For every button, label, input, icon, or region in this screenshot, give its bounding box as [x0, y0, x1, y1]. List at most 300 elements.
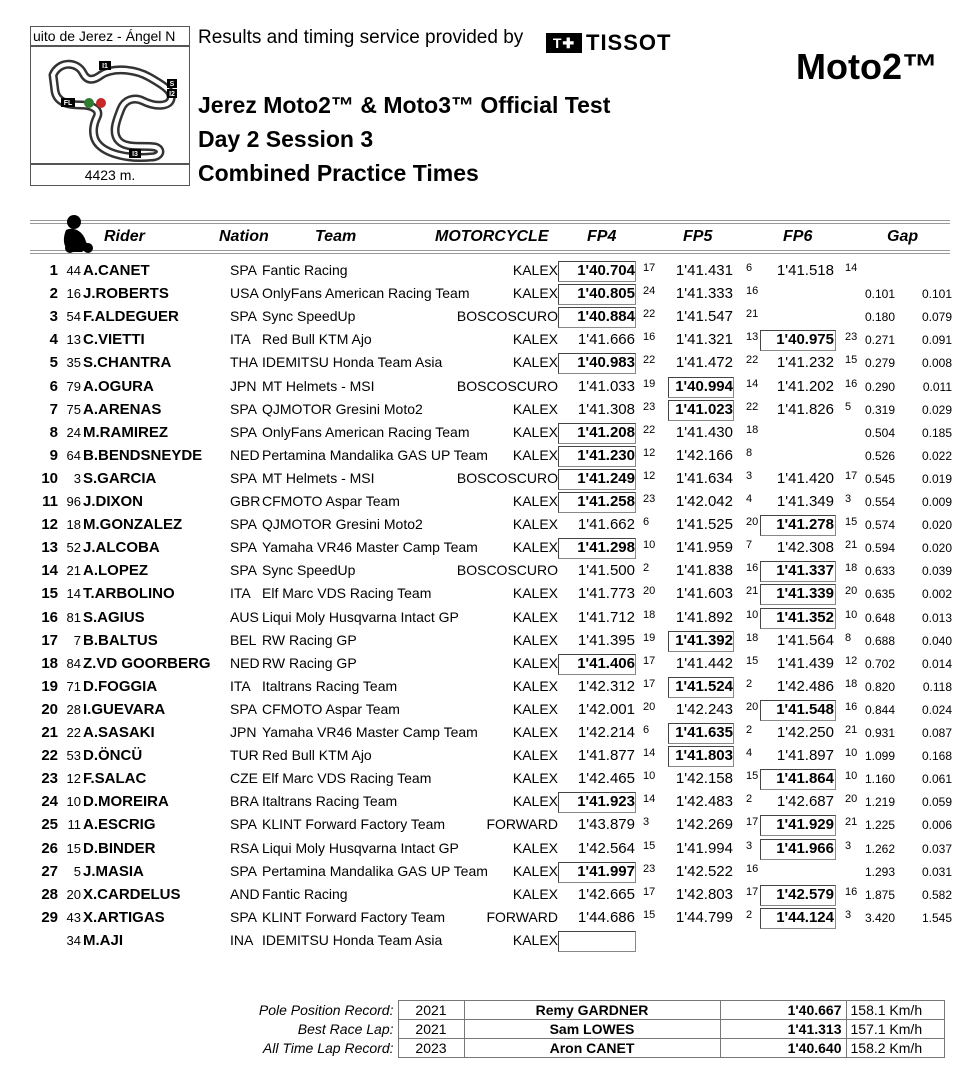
team-name: OnlyFans American Racing Team — [262, 285, 470, 302]
position: 25 — [41, 816, 58, 834]
fp5-time: 1'42.042 — [675, 493, 733, 510]
motorcycle: KALEX — [512, 770, 558, 787]
team-name: CFMOTO Aspar Team — [262, 493, 400, 509]
fp5-lap: 2 — [746, 724, 753, 736]
fp5-time: 1'41.838 — [675, 562, 733, 580]
fp6-time: 1'41.826 — [776, 400, 834, 418]
fp5-time: 1'41.959 — [675, 539, 733, 557]
rider-name: A.ARENAS — [83, 400, 162, 418]
fp6-lap: 5 — [845, 400, 852, 413]
fp6-lap: 10 — [845, 747, 858, 760]
team-name: QJMOTOR Gresini Moto2 — [262, 400, 423, 417]
fp6-lap: 20 — [845, 585, 858, 598]
table-row — [0, 352, 978, 375]
swiss-cross-icon: T✚ — [546, 33, 582, 53]
fp4-time: 1'41.997 — [577, 862, 635, 880]
motorcycle: KALEX — [512, 400, 558, 417]
fp6-time: 1'41.337 — [776, 562, 834, 580]
fp4-lap: 17 — [643, 885, 656, 898]
motorcycle: KALEX — [512, 446, 558, 463]
nation: BEL — [230, 631, 257, 648]
session-title: Day 2 Session 3 — [198, 126, 374, 152]
header-rule-top2 — [30, 223, 950, 224]
fp5-lap: 17 — [746, 816, 759, 829]
fp5-time: 1'41.547 — [675, 308, 733, 326]
team-name: Yamaha VR46 Master Camp Team — [262, 539, 478, 556]
position: 24 — [41, 793, 58, 811]
motorcycle: KALEX — [512, 354, 558, 371]
team-name: Liqui Moly Husqvarna Intact GP — [262, 608, 459, 625]
motorcycle: KALEX — [512, 654, 558, 671]
fp5-lap: 18 — [746, 631, 759, 644]
fp5-lap: 15 — [746, 770, 759, 783]
fp6-time: 1'42.579 — [776, 885, 834, 903]
motorcycle: KALEX — [512, 793, 558, 810]
nation: TUR — [230, 747, 259, 764]
fp6-lap: 14 — [845, 262, 858, 274]
motorcycle: KALEX — [512, 585, 558, 602]
rider-number: 79 — [66, 378, 81, 394]
gap-first: 0.633 — [864, 564, 895, 579]
table-row — [0, 838, 978, 861]
nation: SPA — [230, 308, 257, 325]
fp5-lap: 13 — [746, 331, 759, 344]
motorcycle: BOSCOSCURO — [456, 377, 558, 394]
rider-number: 44 — [66, 263, 81, 278]
rider-name: B.BENDSNEYDE — [83, 446, 203, 464]
fp5-lap: 22 — [746, 400, 759, 413]
fp4-time: 1'41.877 — [577, 747, 635, 765]
map-label-i1: I1 — [102, 63, 108, 70]
nation: AUS — [230, 608, 259, 625]
gap-first: 1.099 — [864, 749, 895, 764]
motorcycle: KALEX — [512, 423, 558, 440]
gap-previous: 0.040 — [921, 633, 952, 648]
rider-name: S.CHANTRA — [83, 354, 172, 372]
table-row — [0, 514, 978, 537]
record-rider: Aron CANET — [464, 1039, 720, 1058]
fp4-lap: 16 — [643, 331, 656, 344]
start-light-red — [96, 98, 106, 108]
position: 7 — [49, 400, 58, 418]
rider-number: 22 — [66, 725, 81, 740]
rider-number: 15 — [66, 840, 81, 856]
rider-number: 21 — [66, 563, 81, 579]
rider-number: 35 — [66, 355, 81, 371]
fp6-time: 1'42.308 — [776, 539, 834, 557]
table-row — [0, 907, 978, 930]
fp4-time: 1'43.879 — [577, 816, 635, 834]
fp4-lap: 12 — [643, 446, 656, 459]
rider-name: C.VIETTI — [83, 331, 145, 349]
gap-first: 0.574 — [864, 518, 895, 533]
fp4-lap: 22 — [643, 308, 656, 321]
fp4-time: 1'41.230 — [577, 446, 635, 464]
gap-first: 1.293 — [864, 864, 895, 879]
fp4-lap: 20 — [643, 585, 656, 598]
fp5-lap: 3 — [746, 469, 753, 482]
fp6-lap: 10 — [845, 770, 858, 783]
gap-first: 0.688 — [864, 633, 895, 648]
nation: BRA — [230, 793, 259, 810]
fp5-time: 1'42.269 — [675, 816, 733, 834]
position: 16 — [41, 608, 58, 626]
fp4-lap: 24 — [643, 285, 656, 298]
table-row — [0, 745, 978, 768]
fp4-lap: 17 — [643, 677, 656, 690]
table-row — [0, 537, 978, 560]
gap-first: 0.702 — [864, 656, 895, 671]
record-row — [250, 1039, 944, 1058]
fp4-lap: 15 — [643, 908, 656, 921]
fp4-time: 1'41.395 — [577, 631, 635, 649]
team-name: IDEMITSU Honda Team Asia — [262, 931, 443, 948]
fp4-lap: 2 — [643, 562, 650, 575]
motorcycle: BOSCOSCURO — [456, 469, 558, 486]
fp4-time: 1'41.298 — [577, 539, 635, 557]
record-year: 2021 — [398, 1020, 464, 1039]
fp6-time: 1'41.897 — [776, 747, 834, 765]
track-map-icon — [31, 47, 189, 163]
nation: SPA — [230, 400, 257, 417]
fp5-time: 1'42.243 — [675, 700, 733, 718]
fp5-time: 1'41.321 — [675, 331, 733, 349]
motorcycle: KALEX — [512, 285, 558, 302]
fp5-lap: 21 — [746, 585, 759, 598]
rider-number: 84 — [66, 655, 81, 671]
col-gap: Gap — [887, 228, 919, 245]
record-label: Best Race Lap: — [297, 1021, 394, 1037]
fp4-lap: 12 — [643, 469, 656, 482]
fp5-lap: 6 — [746, 262, 753, 274]
fp5-lap: 14 — [746, 377, 759, 390]
gap-previous: 0.029 — [921, 402, 952, 417]
fp5-lap: 4 — [746, 493, 753, 505]
rider-number: 18 — [66, 517, 81, 533]
team-name: RW Racing GP — [262, 631, 357, 648]
fp6-lap: 15 — [845, 516, 858, 529]
fp5-time: 1'41.333 — [675, 285, 733, 303]
gap-previous: 1.545 — [921, 910, 952, 925]
rider-number: 28 — [66, 701, 81, 717]
gap-first: 0.526 — [864, 448, 895, 463]
position: 14 — [41, 562, 58, 580]
record-time: 1'40.667 — [720, 1001, 846, 1020]
rider-name: M.RAMIREZ — [83, 423, 168, 441]
col-team: Team — [315, 228, 357, 245]
gap-previous: 0.002 — [921, 587, 952, 602]
fp6-lap: 21 — [845, 724, 858, 736]
rider-name: Z.VD GOORBERG — [83, 654, 211, 672]
position: 13 — [41, 539, 58, 557]
class-label: Moto2™ — [796, 46, 938, 87]
nation: JPN — [230, 377, 257, 394]
team-name: CFMOTO Aspar Team — [262, 700, 400, 717]
best-time-box — [558, 931, 636, 952]
fp5-time: 1'40.994 — [675, 377, 733, 395]
rider-name: A.ESCRIG — [83, 816, 156, 834]
fp6-time: 1'41.966 — [776, 839, 834, 857]
position: 8 — [49, 423, 58, 441]
fp5-time: 1'42.803 — [675, 885, 733, 903]
rider-name: A.SASAKI — [83, 724, 155, 741]
team-name: Elf Marc VDS Racing Team — [262, 770, 432, 787]
nation: ITA — [230, 677, 251, 694]
team-name: Pertamina Mandalika GAS UP Team — [262, 862, 488, 879]
position: 19 — [41, 677, 58, 695]
fp4-time: 1'41.712 — [577, 608, 635, 626]
rider-number: 43 — [66, 909, 81, 925]
fp5-time: 1'41.603 — [675, 585, 733, 603]
col-motorcycle: MOTORCYCLE — [435, 228, 549, 245]
track-map — [30, 46, 190, 164]
position: 29 — [41, 908, 58, 926]
fp6-lap: 3 — [845, 839, 852, 852]
fp5-lap: 22 — [746, 354, 759, 367]
fp4-time: 1'42.665 — [577, 885, 635, 903]
fp5-time: 1'41.472 — [675, 354, 733, 372]
team-name: KLINT Forward Factory Team — [262, 816, 446, 833]
table-row — [0, 329, 978, 352]
rider-number: 14 — [66, 586, 81, 602]
fp6-time: 1'41.352 — [776, 608, 834, 626]
record-label: Pole Position Record: — [258, 1002, 394, 1018]
gap-first: 0.844 — [864, 702, 895, 717]
fp5-lap: 2 — [746, 677, 753, 690]
fp6-lap: 3 — [845, 493, 852, 505]
gap-first: 0.635 — [864, 587, 895, 602]
record-year: 2023 — [398, 1039, 464, 1058]
fp5-time: 1'41.634 — [675, 469, 733, 487]
fp5-time: 1'41.525 — [675, 516, 733, 534]
table-row — [0, 260, 978, 283]
table-row — [0, 884, 978, 907]
fp5-lap: 21 — [746, 308, 759, 321]
position: 6 — [49, 377, 58, 395]
col-fp5: FP5 — [683, 228, 713, 245]
team-name: Sync SpeedUp — [262, 562, 356, 579]
nation: SPA — [230, 469, 257, 486]
motorcycle: KALEX — [512, 331, 558, 348]
fp5-lap: 3 — [746, 839, 753, 852]
fp5-time: 1'41.431 — [675, 262, 733, 279]
rider-name: J.DIXON — [83, 493, 144, 510]
fp5-time: 1'42.166 — [675, 446, 733, 464]
gap-first: 0.180 — [864, 310, 895, 325]
gap-previous: 0.087 — [921, 726, 952, 740]
rider-number: 10 — [66, 794, 81, 810]
nation: ITA — [230, 585, 251, 602]
fp6-lap: 23 — [845, 331, 858, 344]
position: 9 — [49, 446, 58, 464]
gap-previous: 0.101 — [921, 287, 952, 302]
fp6-time: 1'41.439 — [776, 654, 834, 672]
fp4-time: 1'41.258 — [577, 493, 635, 510]
gap-previous: 0.079 — [921, 310, 952, 325]
fp6-lap: 15 — [845, 354, 858, 367]
gap-previous: 0.118 — [922, 679, 952, 694]
team-name: Red Bull KTM Ajo — [262, 331, 372, 348]
gap-first: 0.648 — [864, 610, 895, 625]
gap-first: 3.420 — [864, 910, 895, 925]
table-row — [0, 607, 978, 630]
fp4-lap: 23 — [643, 862, 656, 875]
fp6-lap: 21 — [845, 539, 858, 552]
fp4-lap: 19 — [643, 377, 656, 390]
gap-previous: 0.011 — [922, 379, 952, 394]
fp6-time: 1'41.339 — [776, 585, 834, 603]
fp4-time: 1'42.214 — [577, 724, 635, 741]
page-title: Jerez Moto2™ & Moto3™ Official Test — [198, 92, 611, 118]
motorcycle: KALEX — [512, 839, 558, 856]
rider-name: M.AJI — [83, 931, 124, 949]
fp4-lap: 23 — [643, 400, 656, 413]
team-name: Red Bull KTM Ajo — [262, 747, 372, 764]
fp6-lap: 18 — [845, 677, 858, 690]
table-row — [0, 491, 978, 514]
record-time: 1'41.313 — [720, 1020, 846, 1039]
table-row — [0, 445, 978, 468]
fp6-time: 1'41.548 — [776, 700, 834, 718]
rider-number: 71 — [66, 678, 81, 694]
fp5-lap: 17 — [746, 885, 759, 898]
table-row — [0, 768, 978, 791]
motorcycle: KALEX — [512, 700, 558, 717]
fp4-time: 1'40.983 — [577, 354, 635, 372]
gap-previous: 0.024 — [921, 702, 952, 717]
motorcycle: KALEX — [512, 493, 558, 509]
gap-previous: 0.061 — [921, 772, 952, 787]
gap-previous: 0.091 — [921, 333, 952, 348]
team-name: MT Helmets - MSI — [262, 377, 375, 394]
fp6-lap: 10 — [845, 608, 858, 621]
rider-name: I.GUEVARA — [83, 700, 166, 718]
motorcycle: KALEX — [512, 677, 558, 694]
gap-previous: 0.020 — [921, 518, 952, 533]
team-name: Italtrans Racing Team — [262, 793, 398, 810]
fp5-lap: 7 — [746, 539, 753, 552]
motorcycle: KALEX — [512, 931, 558, 948]
rider-name: X.CARDELUS — [83, 885, 181, 903]
gap-previous: 0.031 — [921, 864, 952, 879]
position: 27 — [41, 862, 58, 880]
fp5-time: 1'41.524 — [675, 677, 733, 695]
rider-number: 13 — [66, 332, 81, 348]
position: 15 — [41, 585, 58, 603]
motorcycle: KALEX — [512, 885, 558, 902]
gap-first: 1.160 — [864, 772, 895, 787]
position: 3 — [49, 308, 58, 326]
rider-name: A.CANET — [83, 262, 150, 279]
position: 26 — [41, 839, 58, 857]
fp5-time: 1'41.430 — [675, 423, 733, 441]
circuit-name: uito de Jerez - Ángel N — [30, 26, 190, 46]
team-name: Italtrans Racing Team — [262, 677, 398, 694]
nation: RSA — [230, 839, 259, 856]
fp6-time: 1'42.250 — [776, 724, 834, 741]
motorcycle: KALEX — [512, 516, 558, 533]
team-name: Elf Marc VDS Racing Team — [262, 585, 432, 602]
team-name: Pertamina Mandalika GAS UP Team — [262, 446, 488, 463]
record-row — [250, 1020, 944, 1039]
team-name: Liqui Moly Husqvarna Intact GP — [262, 839, 459, 856]
col-fp6: FP6 — [783, 228, 813, 245]
track-length: 4423 m. — [30, 164, 190, 186]
fp4-time: 1'40.805 — [577, 285, 635, 303]
nation: SPA — [230, 908, 257, 925]
fp4-time: 1'44.686 — [577, 908, 635, 926]
table-row — [0, 583, 978, 606]
tissot-name: TISSOT — [586, 30, 672, 55]
nation: SPA — [230, 539, 257, 556]
fp6-time: 1'41.349 — [776, 493, 834, 510]
nation: GBR — [230, 493, 261, 509]
fp4-time: 1'41.662 — [577, 516, 635, 534]
rider-silhouette-icon — [60, 212, 96, 254]
table-row — [0, 422, 978, 445]
fp6-time: 1'41.202 — [776, 377, 834, 395]
motorcycle: FORWARD — [486, 908, 558, 925]
fp6-time: 1'41.278 — [776, 516, 834, 534]
header-rule-top — [30, 220, 950, 221]
fp6-time: 1'41.929 — [776, 816, 834, 834]
nation: SPA — [230, 862, 257, 879]
fp4-lap: 3 — [643, 816, 650, 829]
fp6-time: 1'41.518 — [776, 262, 834, 279]
motorcycle: KALEX — [512, 862, 558, 879]
table-row — [0, 283, 978, 306]
gap-first: 0.271 — [864, 333, 895, 348]
nation: ITA — [230, 331, 251, 348]
gap-previous: 0.014 — [921, 656, 952, 671]
fp4-lap: 23 — [643, 493, 656, 505]
table-row — [0, 630, 978, 653]
fp4-lap: 10 — [643, 539, 656, 552]
nation: AND — [230, 885, 260, 902]
position: 23 — [41, 770, 58, 788]
map-label-fl: FL — [63, 100, 73, 107]
fp4-time: 1'40.704 — [577, 262, 635, 279]
record-rider: Remy GARDNER — [464, 1001, 720, 1020]
gap-previous: 0.020 — [921, 541, 952, 556]
fp6-time: 1'41.232 — [776, 354, 834, 372]
gap-first: 1.262 — [864, 841, 895, 856]
fp5-lap: 16 — [746, 285, 759, 298]
fp6-lap: 20 — [845, 793, 858, 806]
fp5-lap: 8 — [746, 446, 753, 459]
gap-previous: 0.008 — [921, 356, 952, 371]
rider-number: 12 — [66, 771, 81, 787]
fp4-time: 1'41.773 — [577, 585, 635, 603]
position: 22 — [41, 747, 58, 765]
fp4-time: 1'41.249 — [577, 469, 635, 487]
table-row — [0, 468, 978, 491]
gap-previous: 0.582 — [921, 887, 952, 902]
fp4-lap: 14 — [643, 793, 656, 806]
rider-name: T.ARBOLINO — [83, 585, 175, 603]
rider-number: 24 — [66, 424, 81, 440]
gap-first: 0.504 — [864, 425, 895, 440]
position: 5 — [49, 354, 58, 372]
team-name: RW Racing GP — [262, 654, 357, 671]
fp6-time: 1'40.975 — [776, 331, 834, 349]
rider-number: 5 — [73, 863, 81, 879]
fp4-time: 1'41.208 — [577, 423, 635, 441]
fp5-time: 1'42.522 — [675, 862, 733, 880]
fp5-time: 1'41.392 — [675, 631, 733, 649]
nation: SPA — [230, 700, 257, 717]
gap-first: 0.101 — [864, 287, 895, 302]
